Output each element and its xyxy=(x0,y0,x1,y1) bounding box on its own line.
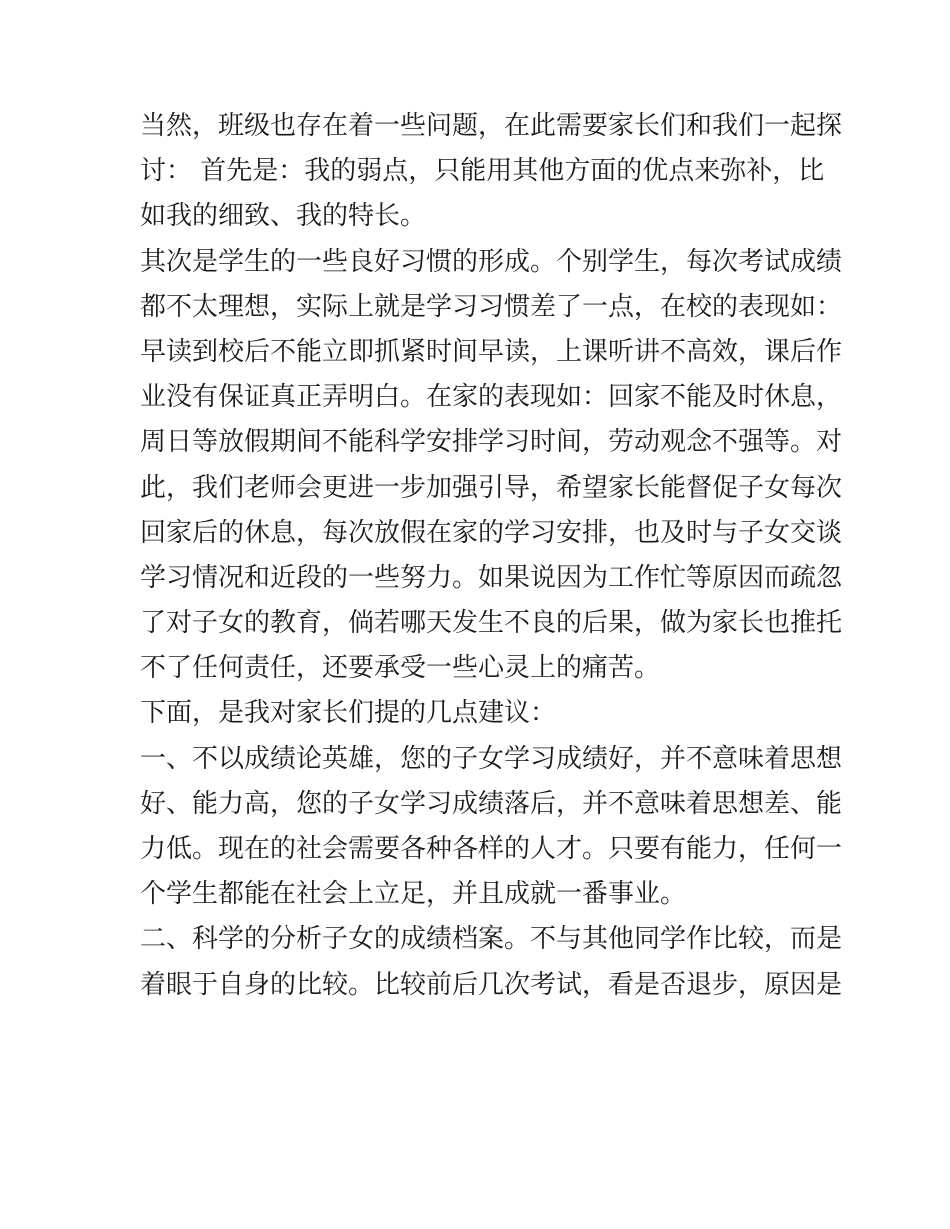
text-line: 都不太理想，实际上就是学习习惯差了一点，在校的表现如： xyxy=(140,291,843,322)
text-line: 如我的细致、我的特长。 xyxy=(140,201,427,232)
text-line: 业没有保证真正弄明白。在家的表现如：回家不能及时休息， xyxy=(140,382,843,413)
document-body xyxy=(140,104,843,1008)
text-line: 一、不以成绩论英雄，您的子女学习成绩好，并不意味着思想 xyxy=(140,743,843,774)
text-line: 好、能力高，您的子女学习成绩落后，并不意味着思想差、能 xyxy=(140,788,843,819)
text-line: 不了任何责任，还要承受一些心灵上的痛苦。 xyxy=(140,653,661,684)
text-line: 着眼于自身的比较。比较前后几次考试，看是否退步，原因是 xyxy=(140,969,843,1000)
text-line: 二、科学的分析子女的成绩档案。不与其他同学作比较，而是 xyxy=(140,924,843,955)
text-line: 个学生都能在社会上立足，并且成就一番事业。 xyxy=(140,879,687,910)
text-line: 力低。现在的社会需要各种各样的人才。只要有能力，任何一 xyxy=(140,834,843,864)
text-line: 早读到校后不能立即抓紧时间早读，上课听讲不高效，课后作 xyxy=(140,336,843,367)
text-line: 当然，班级也存在着一些问题，在此需要家长们和我们一起探 xyxy=(140,111,843,141)
text-line: 此，我们老师会更进一步加强引导，希望家长能督促子女每次 xyxy=(140,472,843,503)
text-line: 周日等放假期间不能科学安排学习时间，劳动观念不强等。对 xyxy=(140,427,843,458)
text-line: 学习情况和近段的一些努力。如果说因为工作忙等原因而疏忽 xyxy=(140,562,843,593)
text-line: 下面，是我对家长们提的几点建议： xyxy=(140,698,557,729)
text-line: 讨： 首先是：我的弱点，只能用其他方面的优点来弥补，比 xyxy=(140,156,825,187)
text-line: 回家后的休息，每次放假在家的学习安排，也及时与子女交谈 xyxy=(140,517,843,548)
text-line: 其次是学生的一些良好习惯的形成。个别学生，每次考试成绩 xyxy=(140,246,843,277)
text-line: 了对子女的教育，倘若哪天发生不良的后果，做为家长也推托 xyxy=(140,608,843,639)
